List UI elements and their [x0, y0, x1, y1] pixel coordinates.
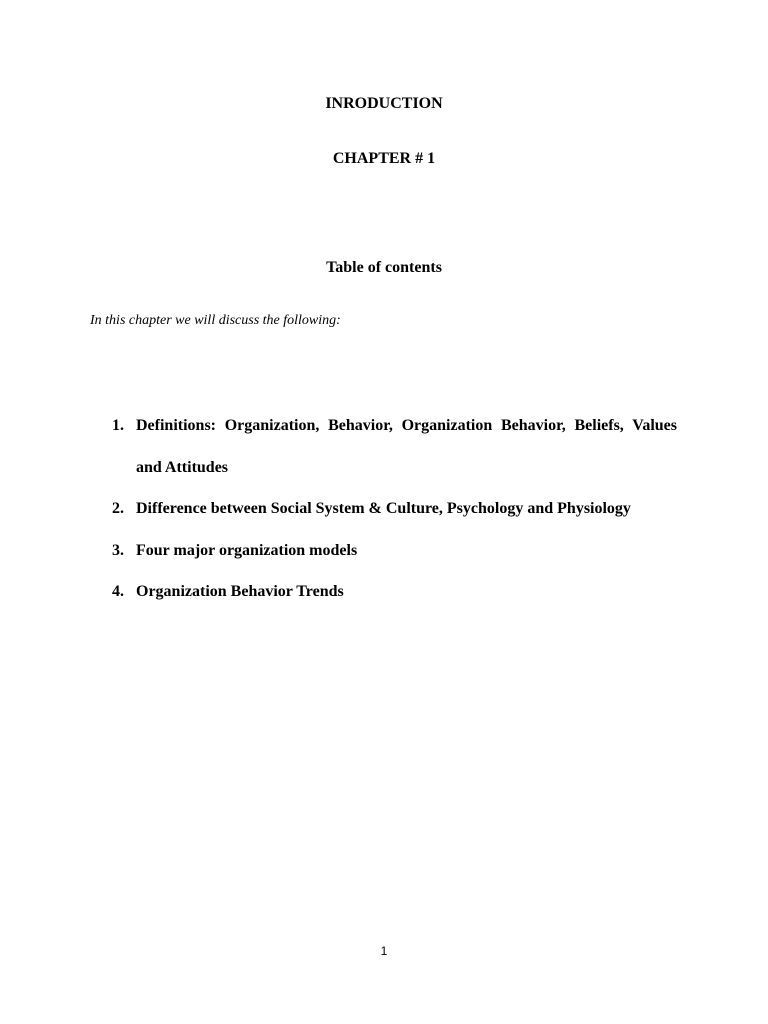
intro-text: In this chapter we will discuss the following:	[90, 313, 341, 328]
toc-item-text: Organization Behavior Trends	[136, 583, 344, 600]
toc-item-number: 2.	[112, 500, 124, 517]
toc-list	[0, 405, 768, 613]
toc-heading: Table of contents	[326, 259, 442, 276]
page-number: 1	[380, 944, 388, 958]
toc-item-number: 4.	[112, 583, 124, 600]
toc-item-text: Four major organization models	[136, 541, 358, 559]
toc-item-text: Difference between Social System & Culture, Psychology and Physiology	[136, 500, 631, 517]
toc-item-number: 3.	[112, 541, 124, 559]
toc-item-text: Definitions: Organization, Behavior, Organization Behavior, Beliefs, Values and Attitudes	[136, 417, 677, 476]
document-title: INRODUCTION	[325, 95, 443, 112]
toc-item	[0, 488, 768, 530]
toc-item	[0, 571, 768, 613]
toc-item-number: 1.	[112, 417, 124, 434]
toc-item	[0, 405, 768, 488]
toc-item	[0, 530, 768, 572]
chapter-heading: CHAPTER # 1	[332, 150, 436, 167]
